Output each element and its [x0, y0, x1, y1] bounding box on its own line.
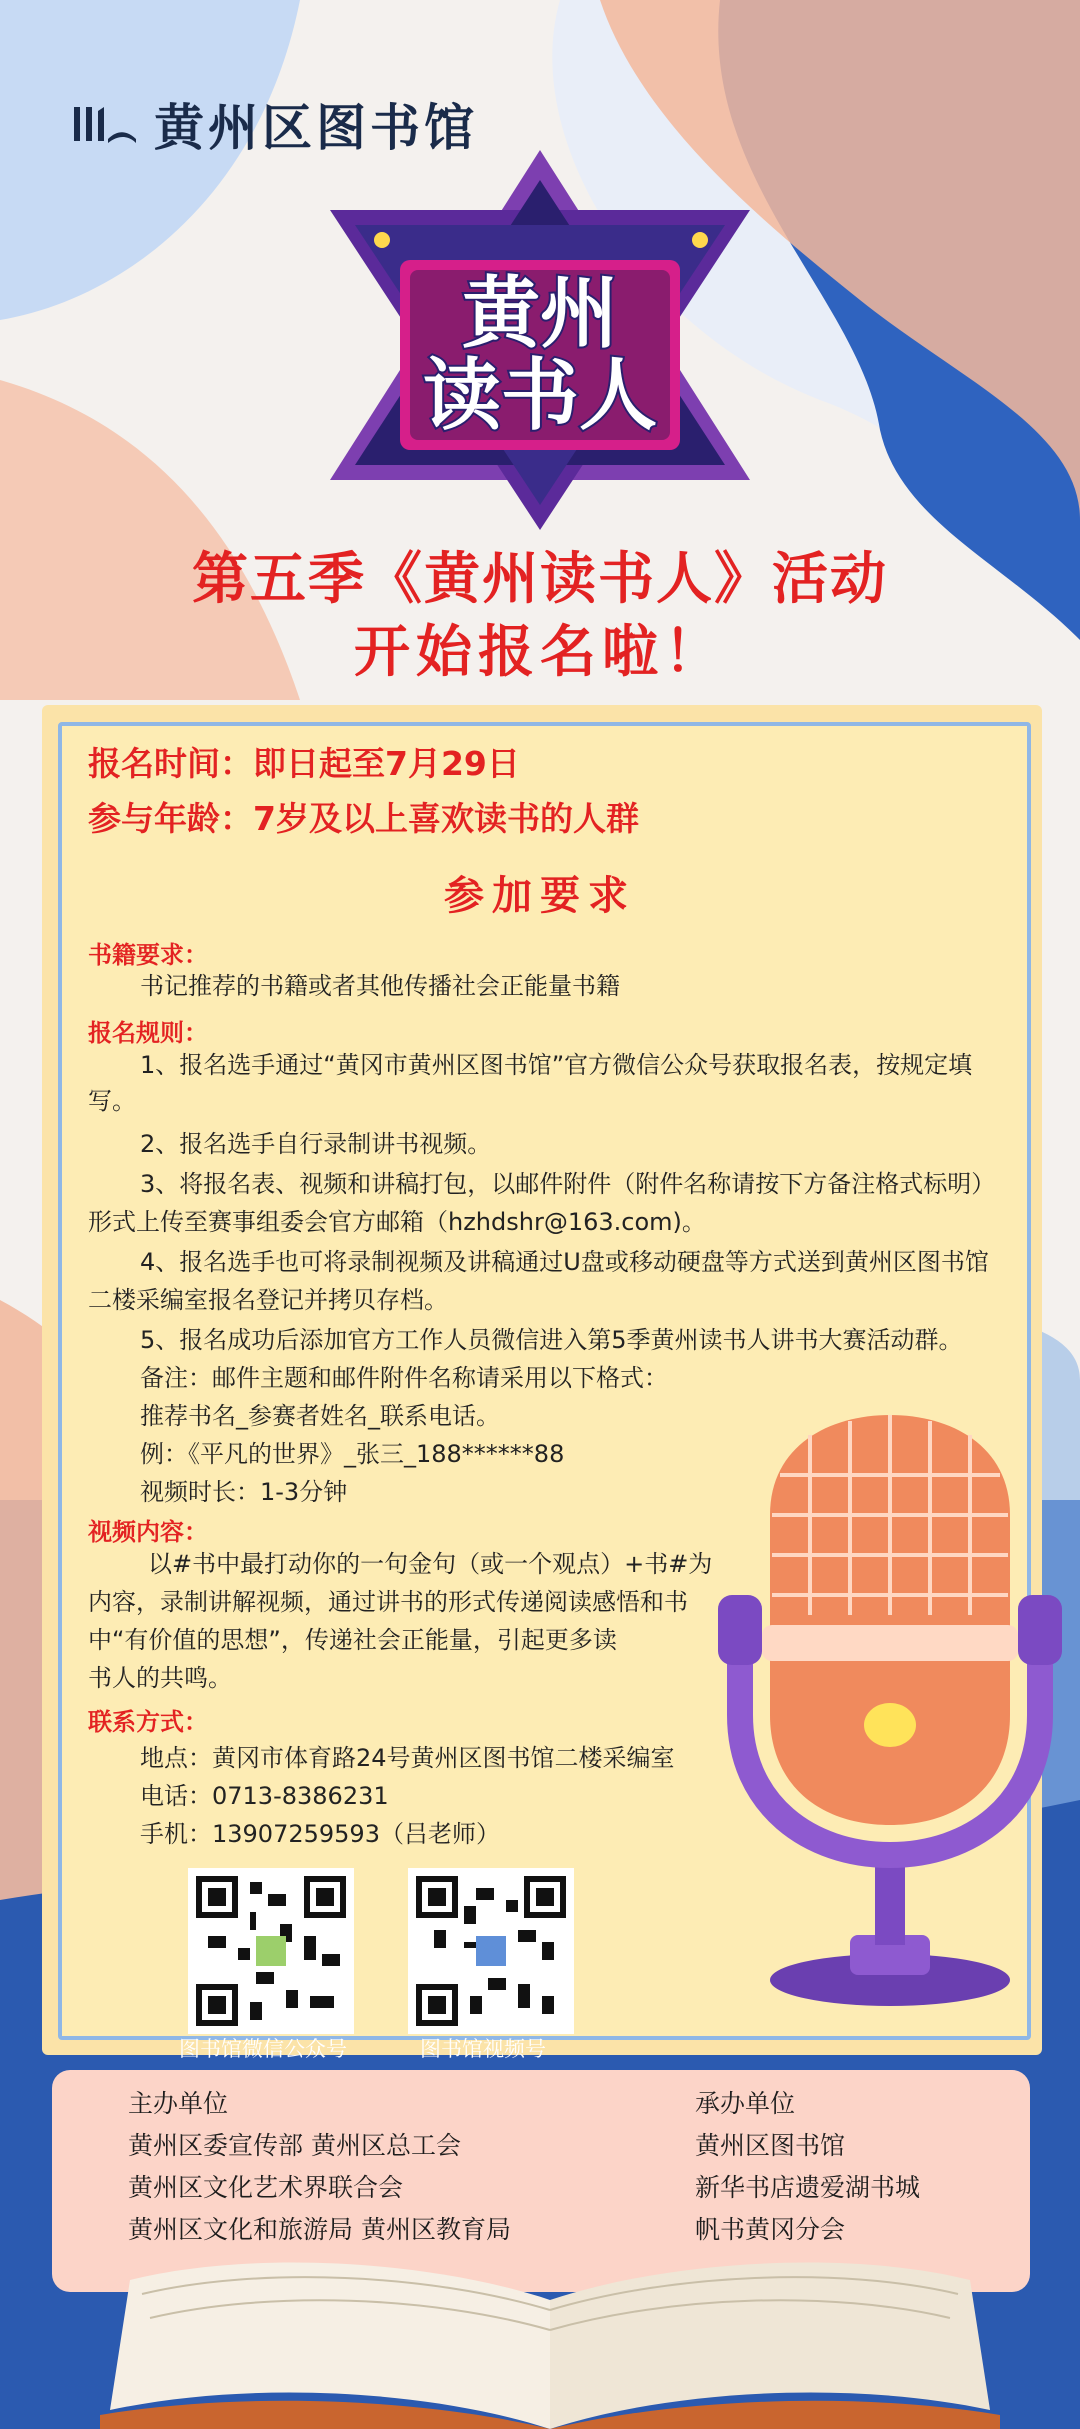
- rule-1b: 写。: [88, 1087, 136, 1115]
- contact-address: 地点：黄冈市体育路24号黄州区图书馆二楼采编室: [140, 1744, 675, 1772]
- participant-age: 参与年龄：7岁及以上喜欢读书的人群: [88, 799, 639, 838]
- headline-subtitle: 开始报名啦！: [354, 620, 726, 685]
- rules-heading: 报名规则：: [88, 1019, 208, 1047]
- note-3: 例：《平凡的世界》_张三_188******88: [140, 1440, 565, 1468]
- video-line-3: 中“有价值的思想”，传递社会正能量，引起更多读: [88, 1626, 617, 1654]
- host-1: 黄州区委宣传部 黄州区总工会: [128, 2131, 461, 2160]
- video-line-2: 内容，录制讲解视频，通过讲书的形式传递阅读感悟和书: [88, 1588, 688, 1616]
- rule-4b: 二楼采编室报名登记并拷贝存档。: [88, 1286, 448, 1314]
- reader-badge: [320, 150, 760, 530]
- badge-line1: 黄州: [461, 269, 619, 359]
- video-line-4: 书人的共鸣。: [88, 1664, 232, 1692]
- qr-wechat-official[interactable]: [188, 1868, 354, 2034]
- contact-heading: 联系方式：: [88, 1708, 208, 1736]
- rule-4a: 4、报名选手也可将录制视频及讲稿通过U盘或移动硬盘等方式送到黄州区图书馆: [140, 1248, 989, 1276]
- organizer-2: 新华书店遗爱湖书城: [695, 2173, 921, 2202]
- note-4: 视频时长：1-3分钟: [140, 1478, 348, 1506]
- video-line-1: 以#书中最打动你的一句金句（或一个观点）+书#为: [148, 1550, 713, 1578]
- requirements-title: 参加要求: [444, 873, 636, 919]
- rule-3b: 形式上传至赛事组委会官方邮箱（hzhdshr@163.com)。: [88, 1208, 706, 1236]
- books-text: 书记推荐的书籍或者其他传播社会正能量书籍: [140, 972, 620, 1000]
- rule-3a: 3、将报名表、视频和讲稿打包，以邮件附件（附件名称请按下方备注格式标明）: [140, 1170, 996, 1198]
- badge-line2: 读书人: [422, 351, 658, 441]
- video-heading: 视频内容：: [88, 1518, 208, 1546]
- qr-code-icon: [416, 1876, 566, 2026]
- open-book-icon: [90, 2240, 1010, 2429]
- organizer-title: 承办单位: [695, 2089, 796, 2118]
- qr-video-label: 图书馆视频号: [420, 2037, 546, 2061]
- host-3: 黄州区文化和旅游局 黄州区教育局: [128, 2215, 511, 2244]
- qr-code-icon: [196, 1876, 346, 2026]
- headline-title: 第五季《黄州读书人》活动: [192, 547, 888, 612]
- rule-2: 2、报名选手自行录制讲书视频。: [140, 1130, 492, 1158]
- registration-time: 报名时间：即日起至7月29日: [88, 744, 520, 783]
- contact-phone: 电话：0713-8386231: [140, 1782, 389, 1810]
- library-logo-icon: [70, 99, 140, 149]
- host-title: 主办单位: [128, 2089, 229, 2118]
- contact-mobile: 手机：13907259593（吕老师）: [140, 1820, 500, 1848]
- qr-video-channel[interactable]: [408, 1868, 574, 2034]
- note-1: 备注：邮件主题和邮件附件名称请采用以下格式：: [140, 1364, 668, 1392]
- organizer-3: 帆书黄冈分会: [695, 2215, 846, 2244]
- microphone-icon: [700, 1415, 1080, 2015]
- books-heading: 书籍要求：: [88, 941, 208, 969]
- rule-5: 5、报名成功后添加官方工作人员微信进入第5季黄州读书人讲书大赛活动群。: [140, 1326, 963, 1354]
- note-2: 推荐书名_参赛者姓名_联系电话。: [140, 1402, 500, 1430]
- rule-1a: 1、报名选手通过“黄冈市黄州区图书馆”官方微信公众号获取报名表，按规定填: [140, 1051, 973, 1079]
- library-name: 黄州区图书馆: [154, 98, 478, 157]
- organizer-1: 黄州区图书馆: [695, 2131, 846, 2160]
- host-2: 黄州区文化艺术界联合会: [128, 2173, 404, 2202]
- qr-wechat-label: 图书馆微信公众号: [179, 2037, 347, 2061]
